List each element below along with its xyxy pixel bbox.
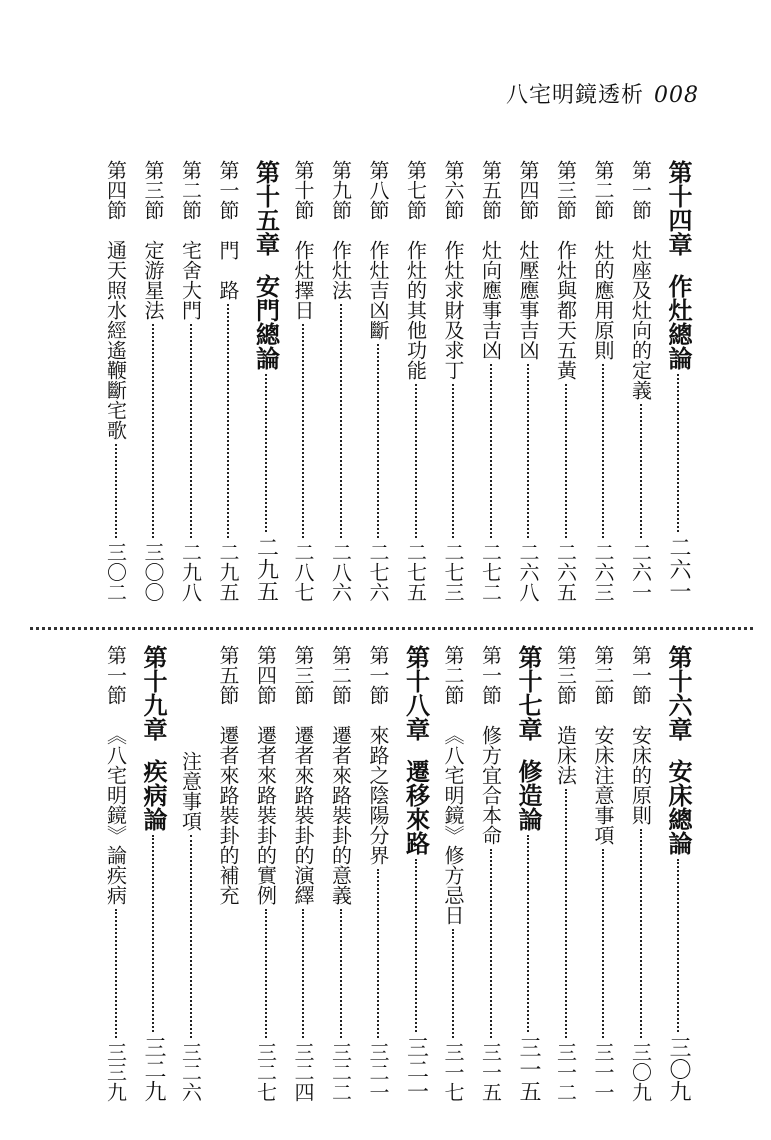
- toc-title: 安床注意事項: [591, 725, 615, 845]
- toc-label: 第九節: [328, 160, 353, 220]
- toc-page-number: 二九五: [216, 542, 240, 602]
- toc-page-number: 三二九: [141, 1036, 166, 1102]
- toc-title: 作灶擇日: [291, 240, 315, 320]
- toc-title: 遷者來路裝卦的意義: [328, 725, 353, 905]
- page-number: 008: [654, 83, 699, 108]
- toc-label: 第一節: [216, 160, 240, 220]
- toc-chapter-entry[interactable]: [662, 645, 694, 1102]
- toc-page-number: 三〇九: [628, 1042, 653, 1102]
- toc-page-number: 三一七: [441, 1042, 465, 1102]
- toc-section-entry[interactable]: [175, 645, 207, 1102]
- toc-title: 遷者來路裝卦的實例: [253, 725, 278, 905]
- toc-title: 遷移來路: [401, 759, 430, 855]
- toc-chapter-entry[interactable]: [400, 645, 432, 1102]
- leader-dots: [190, 835, 192, 1038]
- toc-title: 安門總論: [251, 274, 280, 370]
- toc-title: 造床法: [553, 725, 578, 785]
- toc-page-number: 三〇九: [666, 1036, 691, 1102]
- toc-label: 第十七章: [514, 645, 542, 741]
- toc-section-entry[interactable]: [212, 160, 244, 602]
- toc-chapter-entry[interactable]: [662, 160, 694, 602]
- toc-title: 《八宅明鏡》修方忌日: [441, 725, 465, 925]
- leader-dots: [602, 364, 604, 538]
- toc-title: 宅舍大門: [178, 240, 203, 320]
- leader-dots: [152, 835, 154, 1032]
- toc-label: 第十節: [291, 160, 315, 220]
- leader-dots: [490, 364, 492, 538]
- toc-title: 作灶與都天五黃: [553, 240, 578, 380]
- leader-dots: [640, 404, 642, 538]
- toc-page-number: 三三九: [103, 1042, 128, 1102]
- toc-label: 第六節: [441, 160, 465, 220]
- toc-title: 安床的原則: [628, 725, 653, 825]
- toc-section-entry[interactable]: [250, 645, 282, 1102]
- toc-title: 灶的應用原則: [591, 240, 615, 360]
- toc-title: 門 路: [216, 240, 240, 300]
- toc-label: 第一節: [628, 645, 653, 705]
- toc-page-number: 二九八: [178, 542, 203, 602]
- toc-section-entry[interactable]: [475, 645, 507, 1102]
- toc-label: 第四節: [516, 160, 540, 220]
- toc-section-entry[interactable]: [550, 645, 582, 1102]
- leader-dots: [302, 909, 304, 1038]
- toc-title: 作灶吉凶斷: [366, 240, 390, 340]
- toc-label: 第二節: [328, 645, 353, 705]
- toc-chapter-entry[interactable]: [250, 160, 282, 602]
- toc-chapter-entry[interactable]: [137, 645, 169, 1102]
- toc-section-entry[interactable]: [175, 160, 207, 602]
- toc-page-number: 二七六: [366, 542, 390, 602]
- leader-dots: [115, 909, 117, 1038]
- leader-dots: [565, 384, 567, 538]
- leader-dots: [340, 909, 342, 1038]
- toc-title: 作灶的其他功能: [403, 240, 428, 380]
- toc-page-number: 二六五: [553, 542, 578, 602]
- toc-label: 第十四章: [664, 160, 692, 256]
- toc-page-number: 三二二: [328, 1042, 353, 1102]
- toc-title: 灶向應事吉凶: [478, 240, 503, 360]
- toc-label: 第十九章: [139, 645, 167, 741]
- toc-label: 第二節: [178, 160, 203, 220]
- leader-dots: [340, 304, 342, 538]
- toc-title: 安床總論: [664, 759, 692, 855]
- leader-dots: [377, 869, 379, 1038]
- leader-dots: [527, 364, 529, 538]
- toc-page-number: 三二四: [291, 1042, 315, 1102]
- toc-label: 第三節: [141, 160, 165, 220]
- toc-page-number: 二八六: [328, 542, 353, 602]
- leader-dots: [265, 909, 267, 1038]
- leader-dots: [115, 444, 117, 538]
- leader-dots: [452, 929, 454, 1038]
- toc-page-number: 二六一: [666, 536, 691, 602]
- toc-section-entry[interactable]: [400, 160, 432, 602]
- leader-dots: [602, 849, 604, 1038]
- leader-dots: [227, 304, 229, 538]
- toc-label: 第一節: [103, 645, 128, 705]
- toc-label: 第十六章: [664, 645, 692, 741]
- leader-dots: [302, 324, 304, 538]
- toc-page-number: 二七五: [403, 542, 428, 602]
- toc-title: 遷者來路裝卦的演繹: [291, 725, 315, 905]
- toc-chapter-entry[interactable]: [512, 645, 544, 1102]
- toc-label: 第四節: [253, 645, 278, 705]
- leader-dots: [152, 324, 154, 538]
- leader-dots: [490, 849, 492, 1038]
- toc-section-entry[interactable]: [550, 160, 582, 602]
- toc-title: 灶壓應事吉凶: [516, 240, 540, 360]
- toc-section-entry[interactable]: [100, 645, 132, 1102]
- toc-page-number: 二六三: [591, 542, 615, 602]
- toc-label: 第一節: [628, 160, 653, 220]
- toc-label: 第一節: [366, 645, 390, 705]
- toc-section-entry[interactable]: [625, 645, 657, 1102]
- toc-label: 第五節: [478, 160, 503, 220]
- toc-title: 《八宅明鏡》論疾病: [103, 725, 128, 905]
- leader-dots: [527, 835, 529, 1032]
- toc-section-entry[interactable]: [512, 160, 544, 602]
- toc-label: 第四節: [103, 160, 128, 220]
- toc-title: 疾病論: [139, 759, 167, 831]
- toc-title: 作灶總論: [664, 274, 692, 370]
- toc-section-entry[interactable]: [362, 645, 394, 1102]
- toc-section-entry[interactable]: [287, 645, 319, 1102]
- leader-dots: [565, 789, 567, 1038]
- toc-title: 作灶求財及求丁: [441, 240, 465, 380]
- toc-label: 第三節: [553, 160, 578, 220]
- toc-page-number: 三一五: [516, 1036, 541, 1102]
- toc-label: 第十五章: [251, 160, 280, 256]
- toc-title: 作灶法: [328, 240, 353, 300]
- leader-dots: [265, 374, 267, 532]
- toc-section-entry[interactable]: [362, 160, 394, 602]
- toc-page-number: 三〇〇: [141, 542, 165, 602]
- leader-dots: [377, 344, 379, 538]
- leader-dots: [677, 374, 679, 532]
- leader-dots: [677, 859, 679, 1032]
- toc-title: 修造論: [514, 759, 542, 831]
- toc-section-entry[interactable]: [475, 160, 507, 602]
- toc-page-number: 三〇二: [103, 542, 128, 602]
- toc-page-number: 三二七: [253, 1042, 278, 1102]
- toc-section-entry[interactable]: [437, 160, 469, 602]
- toc-page-number: 二六一: [628, 542, 653, 602]
- toc-label: 第十八章: [401, 645, 430, 741]
- toc-label: 第三節: [291, 645, 315, 705]
- toc-label: 第二節: [441, 645, 465, 705]
- toc-title: 修方宜合本命: [478, 725, 503, 845]
- toc-page-number: 三二六: [178, 1042, 203, 1102]
- page-header: [506, 78, 699, 109]
- toc-label: 第八節: [366, 160, 390, 220]
- toc-page-number: 二九五: [253, 536, 279, 602]
- toc-title: 來路之陰陽分界: [366, 725, 390, 865]
- toc-title: 注意事項: [178, 751, 203, 831]
- toc-section-entry[interactable]: [325, 645, 357, 1102]
- toc-page-number: 三一二: [553, 1042, 578, 1102]
- toc-title: 遷者來路裝卦的補充: [216, 725, 240, 905]
- toc-section-entry[interactable]: [137, 160, 169, 602]
- toc-page-number: 二六八: [516, 542, 540, 602]
- leader-dots: [415, 384, 417, 538]
- toc-section-entry[interactable]: [287, 160, 319, 602]
- toc-page-number: 三一五: [478, 1042, 503, 1102]
- toc-page-number: 三二一: [403, 1036, 429, 1102]
- toc-page-number: 二八七: [291, 542, 315, 602]
- toc-title: 定游星法: [141, 240, 165, 320]
- toc-label: 第二節: [591, 160, 615, 220]
- leader-dots: [190, 324, 192, 538]
- toc-label: 第一節: [478, 645, 503, 705]
- leader-dots: [452, 384, 454, 538]
- toc-page-number: 三二一: [366, 1042, 390, 1102]
- toc-section-entry[interactable]: [437, 645, 469, 1102]
- toc-section-entry[interactable]: [587, 645, 619, 1102]
- leader-dots: [640, 829, 642, 1038]
- toc-section-entry[interactable]: [100, 160, 132, 602]
- toc-page-number: 二七二: [478, 542, 503, 602]
- toc-section-entry[interactable]: [625, 160, 657, 602]
- toc-page-number: 三一一: [591, 1042, 615, 1102]
- toc-label: 第五節: [216, 645, 240, 705]
- section-divider: [30, 627, 753, 630]
- toc-section-entry[interactable]: [587, 160, 619, 602]
- book-title: 八宅明鏡透析: [505, 83, 644, 108]
- toc-label: 第七節: [403, 160, 428, 220]
- toc-section-entry[interactable]: [325, 160, 357, 602]
- toc-title: 通天照水經遙鞭斷宅歌: [103, 240, 128, 440]
- leader-dots: [415, 859, 417, 1032]
- toc-page-number: 二七三: [441, 542, 465, 602]
- toc-title: 灶座及灶向的定義: [628, 240, 653, 400]
- toc-section-entry[interactable]: [212, 645, 244, 1102]
- toc-label: 第二節: [591, 645, 615, 705]
- toc-label: 第三節: [553, 645, 578, 705]
